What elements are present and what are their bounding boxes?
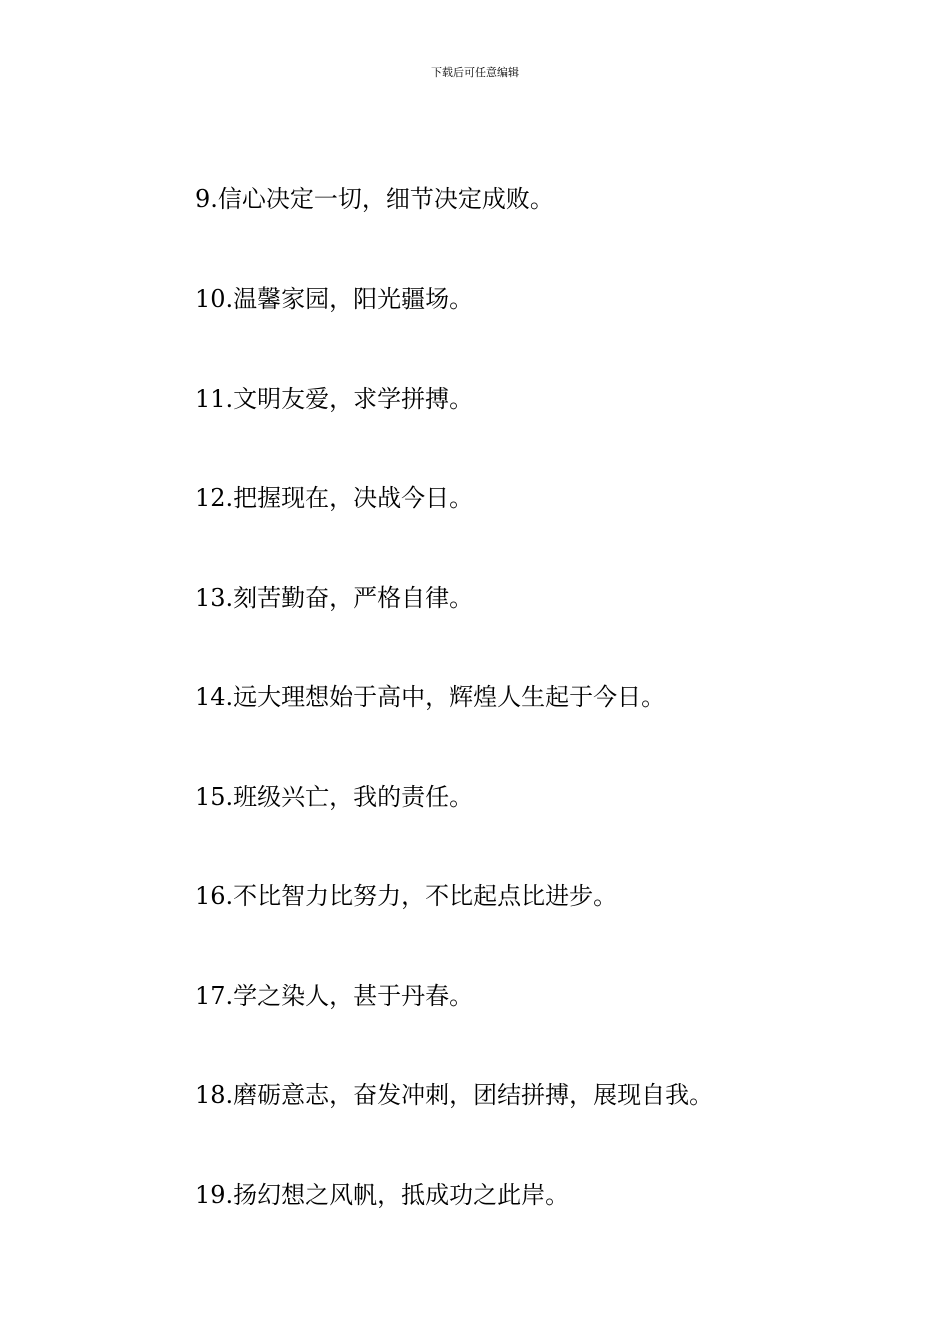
list-item: 19.扬幻想之风帆，抵成功之此岸。 (195, 1181, 570, 1209)
page-header: 下载后可任意编辑 (431, 66, 519, 79)
list-item: 16.不比智力比努力，不比起点比进步。 (195, 882, 618, 910)
list-item: 13.刻苦勤奋，严格自律。 (195, 584, 474, 612)
list-item: 10.温馨家园，阳光疆场。 (195, 285, 474, 313)
list-item: 18.磨砺意志，奋发冲刺，团结拼搏，展现自我。 (195, 1081, 714, 1109)
list-item: 11.文明友爱，求学拼搏。 (195, 385, 474, 413)
list-item: 9.信心决定一切，细节决定成败。 (195, 185, 554, 213)
list-item: 14.远大理想始于高中，辉煌人生起于今日。 (195, 683, 666, 711)
list-item: 17.学之染人，甚于丹春。 (195, 982, 474, 1010)
list-item: 15.班级兴亡，我的责任。 (195, 783, 474, 811)
list-item: 12.把握现在，决战今日。 (195, 484, 474, 512)
